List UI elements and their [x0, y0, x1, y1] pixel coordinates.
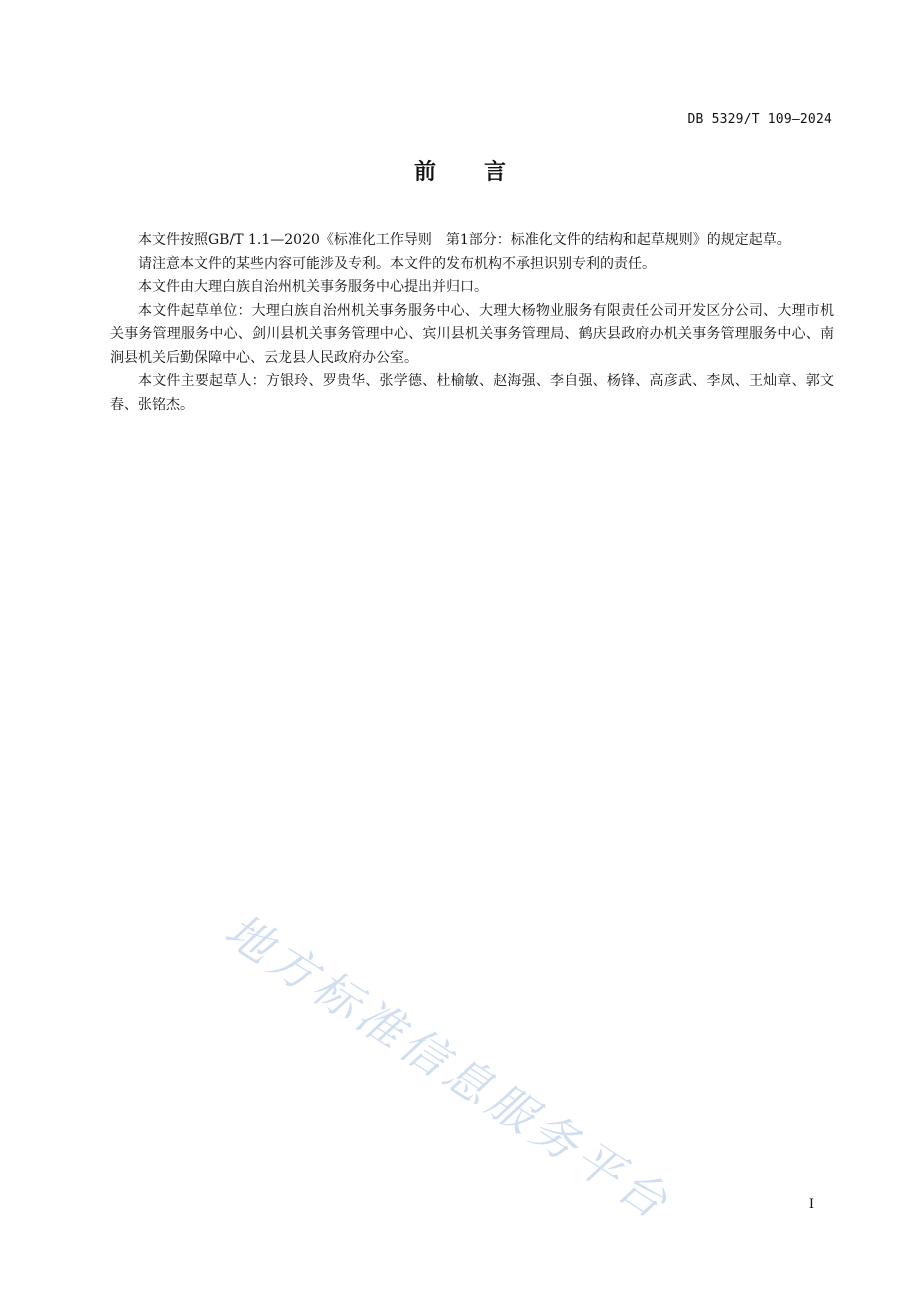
foreword-body — [110, 229, 834, 417]
paragraph-drafting-units: 本文件起草单位：大理白族自治州机关事务服务中心、大理大杨物业服务有限责任公司开发区分公司、大理市机关事务管理服务中心、剑川县机关事务管理中心、宾川县机关事务管理局、鹤庆县政府办机关事务管理服务中心、南涧县机关后勤保障中心、云龙县人民政府办公室。 — [110, 302, 834, 366]
watermark-text: 地方标准信息服务平台 — [215, 902, 682, 1232]
page-title: 前言 — [413, 160, 554, 185]
document-code: DB 5329/T 109—2024 — [687, 112, 832, 127]
paragraph-patent-notice: 请注意本文件的某些内容可能涉及专利。本文件的发布机构不承担识别专利的责任。 — [138, 255, 656, 272]
paragraph-drafting-rules: 本文件按照GB/T 1.1—2020《标准化工作导则 第1部分：标准化文件的结构和起草规则》的规定起草。 — [138, 232, 791, 248]
page-number: I — [808, 1197, 814, 1212]
paragraph-drafters: 本文件主要起草人：方银玲、罗贵华、张学德、杜榆敏、赵海强、李自强、杨锋、高彦武、李凤、王灿章、郭文春、张铭杰。 — [110, 373, 834, 413]
paragraph-proposer: 本文件由大理白族自治州机关事务服务中心提出并归口。 — [138, 279, 488, 295]
